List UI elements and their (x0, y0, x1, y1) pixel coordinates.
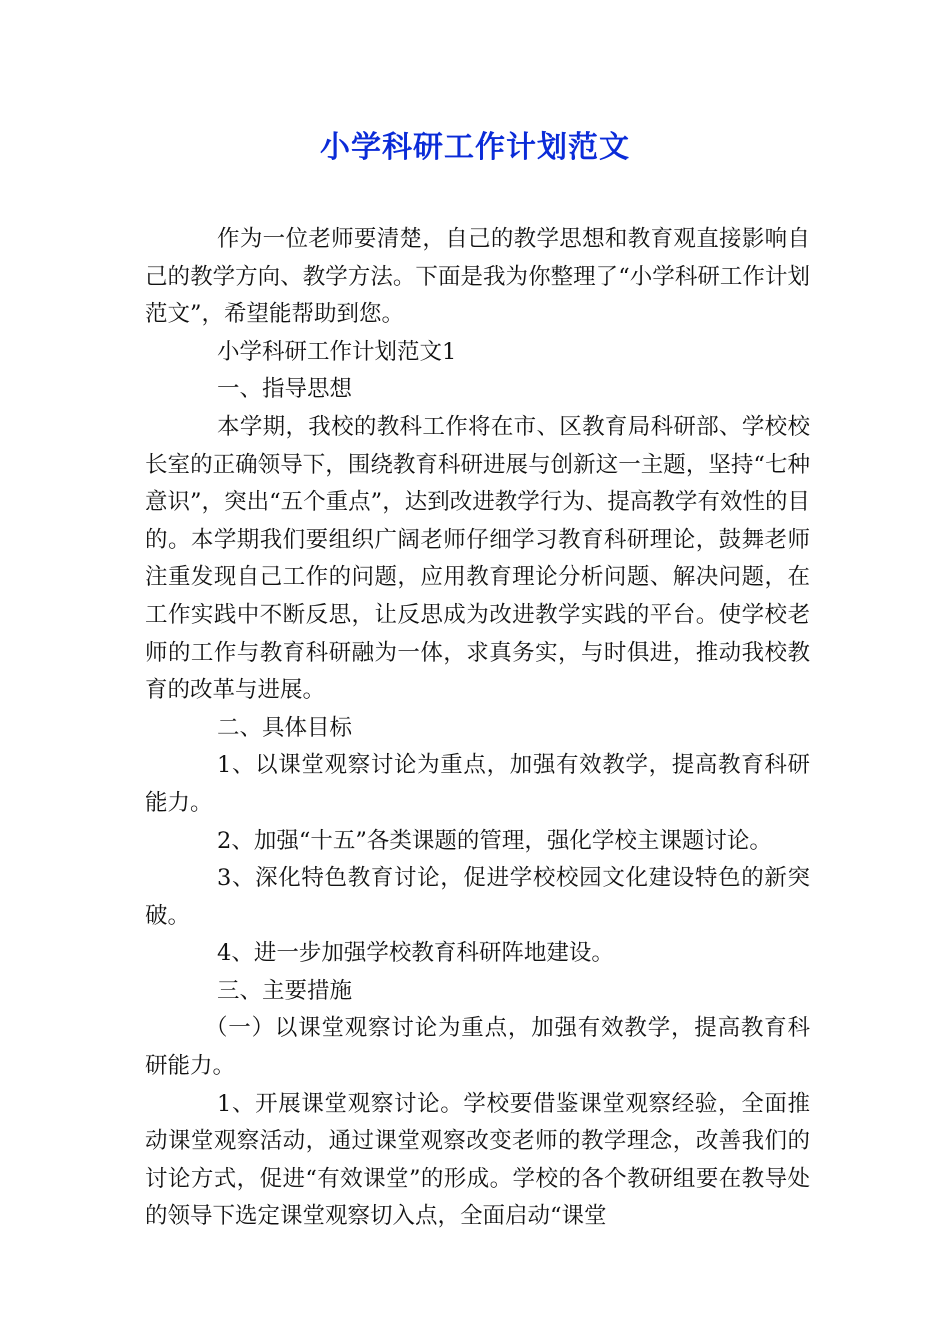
measure-subheading-1: （一）以课堂观察讨论为重点，加强有效教学，提高教育科研能力。 (145, 1015, 810, 1080)
intro-paragraph: 作为一位老师要清楚，自己的教学思想和教育观直接影响自己的教学方向、教学方法。下面是我为你整理了“小学科研工作计划范文”，希望能帮助到您。 (145, 226, 810, 328)
document-body (145, 221, 810, 1236)
section-heading-guiding-thought: 一、指导思想 (217, 376, 353, 403)
document-title: 小学科研工作计划范文 (320, 130, 630, 165)
goal-item-4: 4、进一步加强学校教育科研阵地建设。 (217, 940, 614, 967)
goal-item-1: 1、以课堂观察讨论为重点，加强有效教学，提高教育科研能力。 (145, 752, 810, 816)
guiding-thought-paragraph: 本学期，我校的教科工作将在市、区教育局科研部、学校校长室的正确领导下，围绕教育科研进展与创新这一主题，坚持“七种意识”，突出“五个重点”，达到改进教学行为、提高教学有效性的目的。本学期我们要组织广阔老师仔细学习教育科研理论，鼓舞老师注重发现自己工作的问题，应用教育理论分析问题、解决问题，在工作实践中不断反思，让反思成为改进教学实践的平台。使学校老师的工作与教育科研融为一体，求真务实，与时俱进，推动我校教育的改革与进展。 (145, 413, 810, 704)
section-heading-sample-1: 小学科研工作计划范文1 (217, 338, 457, 365)
measure-paragraph-1: 1、开展课堂观察讨论。学校要借鉴课堂观察经验，全面推动课堂观察活动，通过课堂观察改变老师的教学理念，改善我们的讨论方式，促进“有效课堂”的形成。学校的各个教研组要在教导处的领导下选定课堂观察切入点，全面启动“课堂 (145, 1090, 810, 1230)
section-heading-measures: 三、主要措施 (217, 977, 353, 1004)
section-heading-goals: 二、具体目标 (217, 714, 353, 741)
goal-item-2: 2、加强“十五”各类课题的管理，强化学校主课题讨论。 (217, 827, 772, 854)
goal-item-3: 3、深化特色教育讨论，促进学校校园文化建设特色的新突破。 (145, 865, 810, 929)
